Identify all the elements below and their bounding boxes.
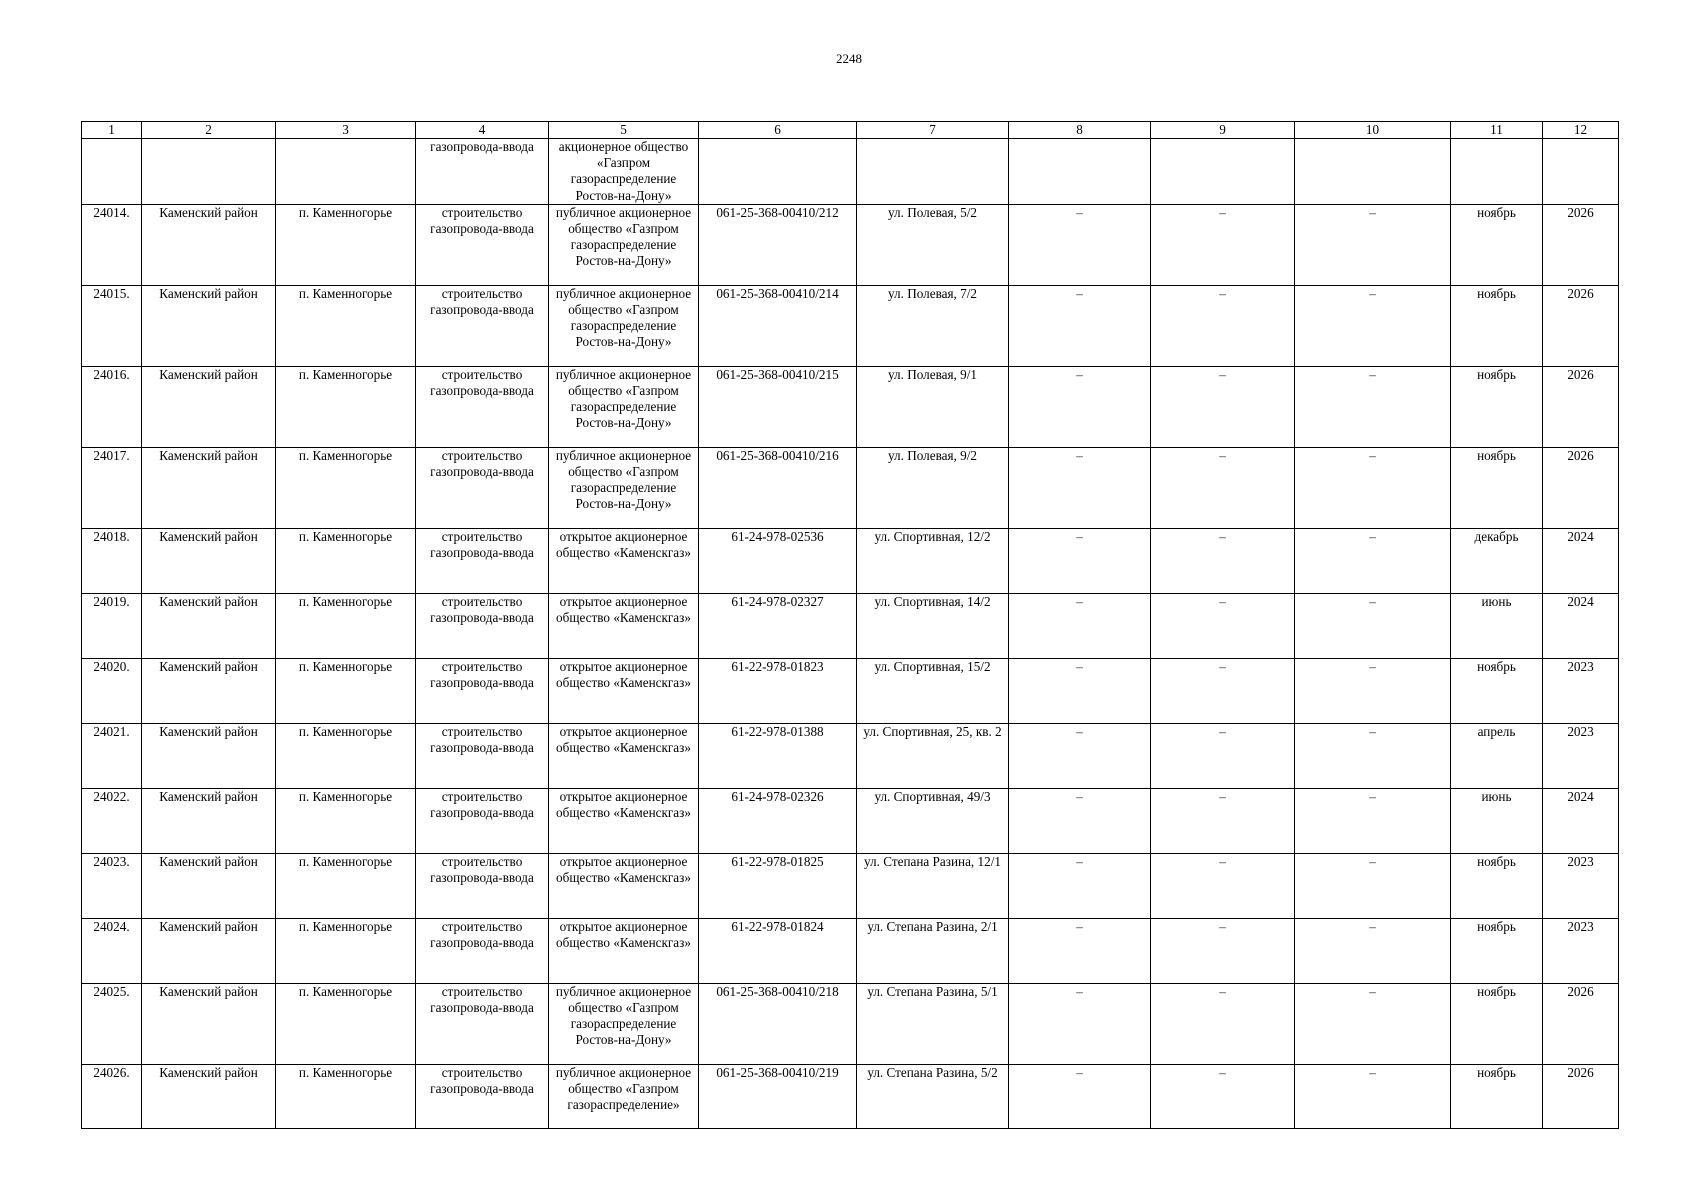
year-cell: 2024	[1543, 593, 1619, 658]
district-cell: Каменский район	[142, 593, 276, 658]
header-row	[82, 122, 1619, 139]
row-number-cell: 24022.	[82, 788, 142, 853]
organization-cell: публичное акционерное общество «Газпром газораспределение Ростов-на-Дону»	[549, 285, 699, 366]
district-cell: Каменский район	[142, 285, 276, 366]
contract-number-cell: 061-25-368-00410/215	[699, 366, 857, 447]
cell	[699, 139, 857, 205]
table-row	[82, 1064, 1619, 1128]
col8-cell: –	[1009, 285, 1151, 366]
work-cell: строительство газопровода-ввода	[416, 1064, 549, 1128]
col9-cell: –	[1151, 285, 1295, 366]
column-header: 6	[699, 122, 857, 139]
address-cell: ул. Степана Разина, 5/2	[857, 1064, 1009, 1128]
district-cell: Каменский район	[142, 723, 276, 788]
address-cell: ул. Полевая, 9/1	[857, 366, 1009, 447]
work-cell: строительство газопровода-ввода	[416, 528, 549, 593]
settlement-cell: п. Каменногорье	[276, 788, 416, 853]
table-row	[82, 853, 1619, 918]
year-cell: 2024	[1543, 788, 1619, 853]
work-cell: строительство газопровода-ввода	[416, 853, 549, 918]
settlement-cell: п. Каменногорье	[276, 853, 416, 918]
month-cell: ноябрь	[1451, 918, 1543, 983]
table-row	[82, 723, 1619, 788]
work-cell: строительство газопровода-ввода	[416, 983, 549, 1064]
work-cell: строительство газопровода-ввода	[416, 366, 549, 447]
settlement-cell: п. Каменногорье	[276, 918, 416, 983]
work-cell: строительство газопровода-ввода	[416, 593, 549, 658]
contract-number-cell: 061-25-368-00410/218	[699, 983, 857, 1064]
contract-number-cell: 61-24-978-02326	[699, 788, 857, 853]
cell	[276, 139, 416, 205]
column-header: 7	[857, 122, 1009, 139]
col9-cell: –	[1151, 723, 1295, 788]
column-header: 9	[1151, 122, 1295, 139]
work-cell: строительство газопровода-ввода	[416, 447, 549, 528]
col8-cell: –	[1009, 983, 1151, 1064]
row-number-cell: 24024.	[82, 918, 142, 983]
col10-cell: –	[1295, 918, 1451, 983]
contract-number-cell: 061-25-368-00410/214	[699, 285, 857, 366]
table-row	[82, 366, 1619, 447]
contract-number-cell: 61-22-978-01824	[699, 918, 857, 983]
district-cell: Каменский район	[142, 366, 276, 447]
year-cell: 2023	[1543, 658, 1619, 723]
table-row	[82, 593, 1619, 658]
settlement-cell: п. Каменногорье	[276, 593, 416, 658]
row-number-cell: 24015.	[82, 285, 142, 366]
table-row	[82, 658, 1619, 723]
settlement-cell: п. Каменногорье	[276, 723, 416, 788]
row-number-cell: 24019.	[82, 593, 142, 658]
work-cell: газопровода-ввода	[416, 139, 549, 205]
contract-number-cell: 61-22-978-01388	[699, 723, 857, 788]
address-cell: ул. Спортивная, 15/2	[857, 658, 1009, 723]
year-cell: 2023	[1543, 853, 1619, 918]
row-number-cell: 24016.	[82, 366, 142, 447]
year-cell: 2024	[1543, 528, 1619, 593]
address-cell: ул. Степана Разина, 5/1	[857, 983, 1009, 1064]
month-cell: ноябрь	[1451, 447, 1543, 528]
district-cell: Каменский район	[142, 658, 276, 723]
address-cell: ул. Спортивная, 25, кв. 2	[857, 723, 1009, 788]
organization-cell: публичное акционерное общество «Газпром газораспределение Ростов-на-Дону»	[549, 366, 699, 447]
contract-number-cell: 61-22-978-01825	[699, 853, 857, 918]
cell	[82, 139, 142, 205]
table-row	[82, 204, 1619, 285]
month-cell: ноябрь	[1451, 366, 1543, 447]
settlement-cell: п. Каменногорье	[276, 285, 416, 366]
continuation-row	[82, 139, 1619, 205]
table-row	[82, 918, 1619, 983]
column-header: 5	[549, 122, 699, 139]
col9-cell: –	[1151, 1064, 1295, 1128]
year-cell: 2023	[1543, 723, 1619, 788]
organization-cell: открытое акционерное общество «Каменскгаз»	[549, 593, 699, 658]
month-cell: ноябрь	[1451, 285, 1543, 366]
col9-cell: –	[1151, 853, 1295, 918]
work-cell: строительство газопровода-ввода	[416, 918, 549, 983]
district-cell: Каменский район	[142, 528, 276, 593]
address-cell: ул. Полевая, 9/2	[857, 447, 1009, 528]
settlement-cell: п. Каменногорье	[276, 204, 416, 285]
column-header: 8	[1009, 122, 1151, 139]
organization-cell: открытое акционерное общество «Каменскгаз»	[549, 658, 699, 723]
col8-cell: –	[1009, 1064, 1151, 1128]
district-cell: Каменский район	[142, 853, 276, 918]
year-cell: 2026	[1543, 447, 1619, 528]
address-cell: ул. Полевая, 7/2	[857, 285, 1009, 366]
col9-cell: –	[1151, 658, 1295, 723]
organization-cell: открытое акционерное общество «Каменскгаз»	[549, 853, 699, 918]
row-number-cell: 24018.	[82, 528, 142, 593]
year-cell: 2026	[1543, 204, 1619, 285]
col9-cell: –	[1151, 593, 1295, 658]
year-cell: 2023	[1543, 918, 1619, 983]
col9-cell: –	[1151, 983, 1295, 1064]
month-cell: декабрь	[1451, 528, 1543, 593]
col10-cell: –	[1295, 788, 1451, 853]
column-header: 12	[1543, 122, 1619, 139]
work-cell: строительство газопровода-ввода	[416, 204, 549, 285]
col10-cell: –	[1295, 204, 1451, 285]
col8-cell: –	[1009, 723, 1151, 788]
table-row	[82, 528, 1619, 593]
contract-number-cell: 61-22-978-01823	[699, 658, 857, 723]
district-cell: Каменский район	[142, 447, 276, 528]
district-cell: Каменский район	[142, 204, 276, 285]
row-number-cell: 24025.	[82, 983, 142, 1064]
organization-cell: публичное акционерное общество «Газпром газораспределение Ростов-на-Дону»	[549, 204, 699, 285]
col10-cell: –	[1295, 593, 1451, 658]
table-row	[82, 285, 1619, 366]
work-cell: строительство газопровода-ввода	[416, 723, 549, 788]
cell	[142, 139, 276, 205]
contract-number-cell: 061-25-368-00410/212	[699, 204, 857, 285]
col8-cell: –	[1009, 366, 1151, 447]
col9-cell: –	[1151, 366, 1295, 447]
column-header: 3	[276, 122, 416, 139]
col8-cell: –	[1009, 593, 1151, 658]
contract-number-cell: 061-25-368-00410/216	[699, 447, 857, 528]
district-cell: Каменский район	[142, 983, 276, 1064]
cell	[1009, 139, 1151, 205]
table-row	[82, 788, 1619, 853]
cell	[1451, 139, 1543, 205]
cell	[1295, 139, 1451, 205]
year-cell: 2026	[1543, 285, 1619, 366]
col9-cell: –	[1151, 204, 1295, 285]
column-header: 10	[1295, 122, 1451, 139]
row-number-cell: 24020.	[82, 658, 142, 723]
col8-cell: –	[1009, 918, 1151, 983]
col8-cell: –	[1009, 853, 1151, 918]
settlement-cell: п. Каменногорье	[276, 447, 416, 528]
organization-cell: публичное акционерное общество «Газпром газораспределение Ростов-на-Дону»	[549, 983, 699, 1064]
col8-cell: –	[1009, 788, 1151, 853]
organization-cell: открытое акционерное общество «Каменскгаз»	[549, 788, 699, 853]
month-cell: апрель	[1451, 723, 1543, 788]
contract-number-cell: 61-24-978-02536	[699, 528, 857, 593]
row-number-cell: 24017.	[82, 447, 142, 528]
settlement-cell: п. Каменногорье	[276, 1064, 416, 1128]
col8-cell: –	[1009, 658, 1151, 723]
col9-cell: –	[1151, 528, 1295, 593]
address-cell: ул. Спортивная, 12/2	[857, 528, 1009, 593]
organization-cell: акционерное общество «Газпром газораспределение Ростов-на-Дону»	[549, 139, 699, 205]
column-header: 1	[82, 122, 142, 139]
organization-cell: открытое акционерное общество «Каменскгаз»	[549, 723, 699, 788]
district-cell: Каменский район	[142, 1064, 276, 1128]
district-cell: Каменский район	[142, 788, 276, 853]
column-header: 2	[142, 122, 276, 139]
address-cell: ул. Степана Разина, 12/1	[857, 853, 1009, 918]
work-cell: строительство газопровода-ввода	[416, 788, 549, 853]
row-number-cell: 24021.	[82, 723, 142, 788]
table-row	[82, 447, 1619, 528]
contract-number-cell: 061-25-368-00410/219	[699, 1064, 857, 1128]
col9-cell: –	[1151, 918, 1295, 983]
column-header: 4	[416, 122, 549, 139]
page-number: 2248	[836, 51, 862, 66]
year-cell: 2026	[1543, 366, 1619, 447]
work-cell: строительство газопровода-ввода	[416, 658, 549, 723]
address-cell: ул. Спортивная, 14/2	[857, 593, 1009, 658]
cell	[1543, 139, 1619, 205]
month-cell: ноябрь	[1451, 1064, 1543, 1128]
month-cell: ноябрь	[1451, 983, 1543, 1064]
year-cell: 2026	[1543, 983, 1619, 1064]
col10-cell: –	[1295, 853, 1451, 918]
settlement-cell: п. Каменногорье	[276, 983, 416, 1064]
organization-cell: публичное акционерное общество «Газпром газораспределение»	[549, 1064, 699, 1128]
month-cell: ноябрь	[1451, 853, 1543, 918]
organization-cell: открытое акционерное общество «Каменскгаз»	[549, 918, 699, 983]
year-cell: 2026	[1543, 1064, 1619, 1128]
contract-number-cell: 61-24-978-02327	[699, 593, 857, 658]
table-row	[82, 983, 1619, 1064]
col9-cell: –	[1151, 788, 1295, 853]
col10-cell: –	[1295, 366, 1451, 447]
col10-cell: –	[1295, 447, 1451, 528]
cell	[1151, 139, 1295, 205]
month-cell: июнь	[1451, 788, 1543, 853]
month-cell: ноябрь	[1451, 658, 1543, 723]
register-table	[81, 121, 1619, 1129]
column-header: 11	[1451, 122, 1543, 139]
col10-cell: –	[1295, 1064, 1451, 1128]
col8-cell: –	[1009, 447, 1151, 528]
work-cell: строительство газопровода-ввода	[416, 285, 549, 366]
row-number-cell: 24023.	[82, 853, 142, 918]
address-cell: ул. Степана Разина, 2/1	[857, 918, 1009, 983]
month-cell: ноябрь	[1451, 204, 1543, 285]
settlement-cell: п. Каменногорье	[276, 528, 416, 593]
address-cell: ул. Спортивная, 49/3	[857, 788, 1009, 853]
col9-cell: –	[1151, 447, 1295, 528]
col8-cell: –	[1009, 204, 1151, 285]
month-cell: июнь	[1451, 593, 1543, 658]
col10-cell: –	[1295, 285, 1451, 366]
settlement-cell: п. Каменногорье	[276, 658, 416, 723]
district-cell: Каменский район	[142, 918, 276, 983]
organization-cell: открытое акционерное общество «Каменскгаз»	[549, 528, 699, 593]
col10-cell: –	[1295, 723, 1451, 788]
organization-cell: публичное акционерное общество «Газпром газораспределение Ростов-на-Дону»	[549, 447, 699, 528]
col10-cell: –	[1295, 528, 1451, 593]
col10-cell: –	[1295, 983, 1451, 1064]
cell	[857, 139, 1009, 205]
settlement-cell: п. Каменногорье	[276, 366, 416, 447]
row-number-cell: 24026.	[82, 1064, 142, 1128]
address-cell: ул. Полевая, 5/2	[857, 204, 1009, 285]
col8-cell: –	[1009, 528, 1151, 593]
row-number-cell: 24014.	[82, 204, 142, 285]
col10-cell: –	[1295, 658, 1451, 723]
